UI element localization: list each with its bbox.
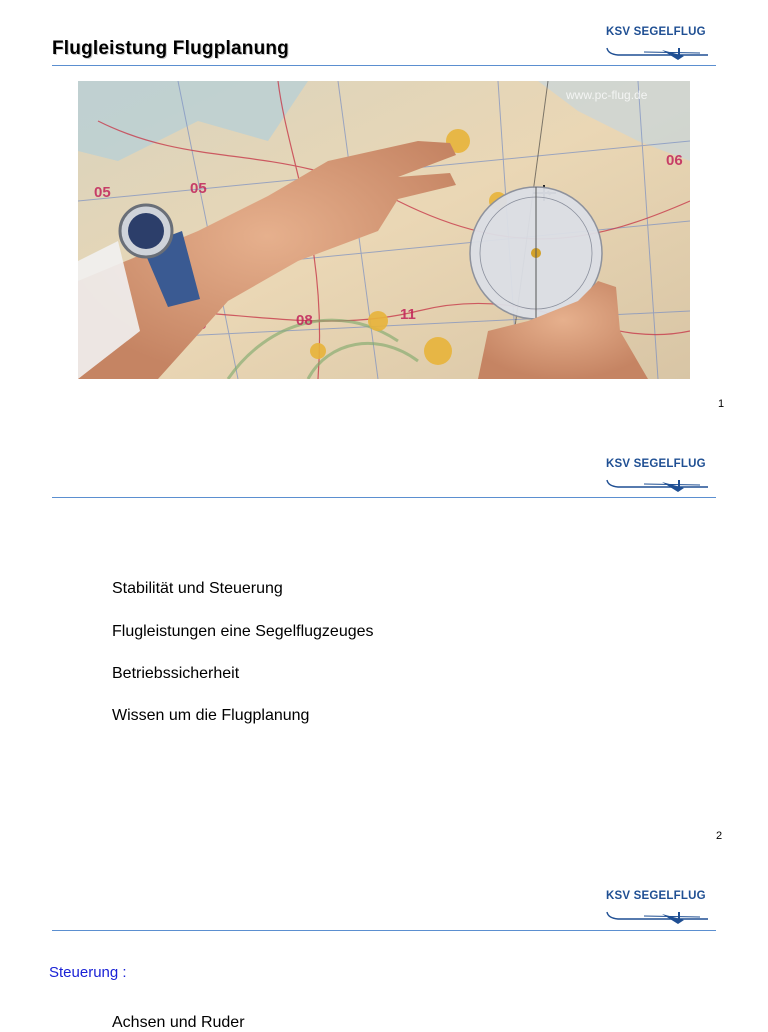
ksv-logo — [604, 890, 716, 930]
map-photo — [78, 81, 690, 379]
map-label: 05 — [190, 180, 207, 197]
map-label: 11 — [400, 306, 416, 323]
map-label: 05 — [94, 184, 111, 201]
logo-text: KSV SEGELFLUG — [606, 458, 706, 470]
slide-title: Flugleistung Flugplanung — [52, 38, 289, 59]
map-illustration — [78, 81, 690, 379]
agenda-item: Wissen um die Flugplanung — [112, 707, 310, 724]
agenda-item: Achsen und Ruder — [112, 1014, 245, 1031]
map-label: 08 — [296, 312, 313, 329]
glider-icon — [604, 902, 716, 928]
ksv-logo — [604, 458, 716, 498]
header-rule — [52, 497, 716, 498]
header-rule — [52, 930, 716, 931]
logo-text: KSV SEGELFLUG — [606, 890, 706, 902]
watermark: www.pc-flug.de — [566, 88, 648, 102]
ksv-logo — [604, 26, 716, 66]
agenda-item: Flugleistungen eine Segelflugzeuges — [112, 623, 374, 640]
page-number: 2 — [716, 830, 723, 842]
agenda-item: Betriebssicherheit — [112, 665, 240, 682]
agenda-item: Stabilität und Steuerung — [112, 580, 283, 597]
page-number: 1 — [718, 398, 725, 410]
glider-icon — [604, 38, 716, 64]
glider-icon — [604, 470, 716, 496]
logo-text: KSV SEGELFLUG — [606, 26, 706, 38]
section-heading: Steuerung : — [49, 964, 127, 981]
map-label: 06 — [666, 152, 683, 169]
header-rule — [52, 65, 716, 66]
